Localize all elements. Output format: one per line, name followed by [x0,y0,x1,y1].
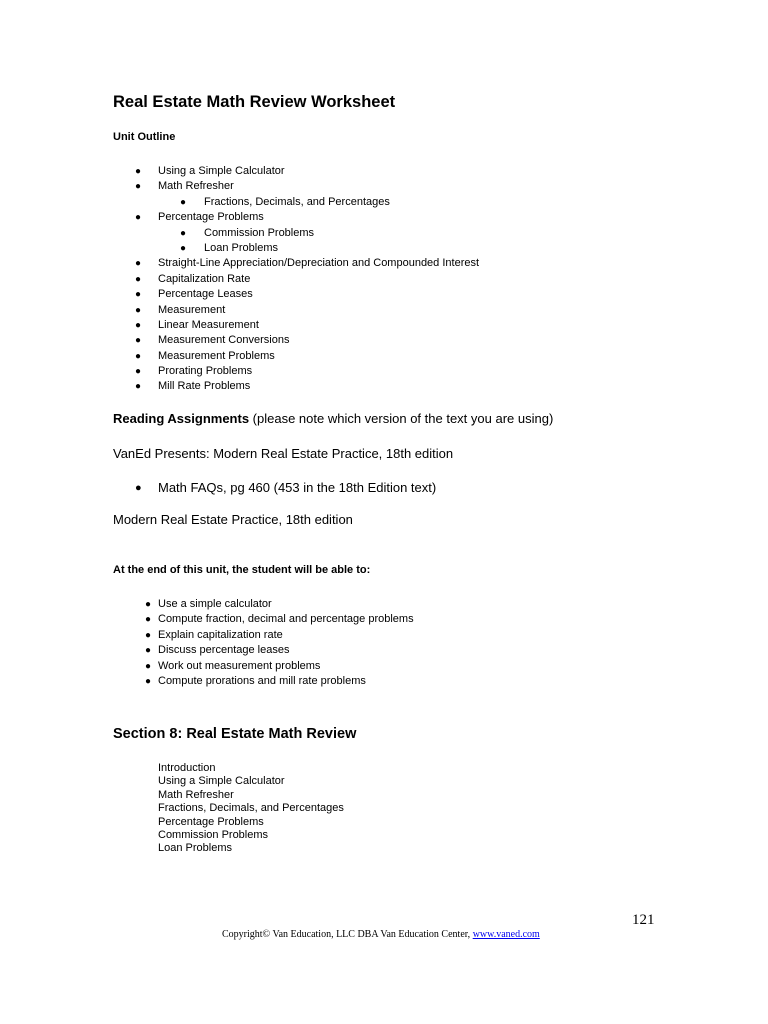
bullet-icon: ● [135,289,142,301]
section-item: Fractions, Decimals, and Percentages [158,802,344,815]
bullet-icon: ● [145,629,152,641]
list-item-text: Percentage Leases [158,288,253,301]
list-item-text: Work out measurement problems [158,659,321,672]
bullet-icon: ● [145,599,152,610]
section-item: Math Refresher [158,788,234,801]
section-item: Using a Simple Calculator [158,775,285,788]
objective-item [0,612,768,627]
bullet-icon: ● [180,227,187,239]
section-contents-list [158,762,344,856]
list-item-text: Percentage Problems [158,211,264,224]
reading-assignments-heading [113,411,553,426]
list-item-text: Using a Simple Calculator [158,165,285,177]
bullet-icon: ● [135,273,142,285]
list-item-text: Compute fraction, decimal and percentage problems [158,613,414,626]
section-title: Section 8: Real Estate Math Review [113,726,357,742]
bullet-icon: ● [135,335,142,347]
reading-source-1: VanEd Presents: Modern Real Estate Practice, 18th edition [113,446,454,461]
bullet-icon: ● [145,660,152,672]
list-item-text: Measurement Problems [158,349,275,362]
outline-item [0,272,768,287]
bullet-icon: ● [135,166,142,177]
bullet-icon: ● [145,614,152,626]
outline-item [0,210,768,225]
outline-item [0,195,768,210]
list-item-text: Capitalization Rate [158,272,251,285]
objective-item [0,643,768,658]
list-item-text: Math Refresher [158,180,234,193]
list-item-text: Use a simple calculator [158,598,272,610]
copyright-text: Copyright© Van Education, LLC DBA Van Education Center, [222,929,473,940]
outline-item [0,164,768,179]
outline-item [0,349,768,364]
list-item-text: Commission Problems [204,226,315,239]
bullet-icon: ● [135,366,142,378]
page-title: Real Estate Math Review Worksheet [113,93,396,111]
list-item-text: Math FAQs, pg 460 (453 in the 18th Edition text) [158,480,437,495]
section-item: Loan Problems [158,842,232,855]
bullet-icon: ● [135,181,142,193]
unit-outline-heading: Unit Outline [113,131,176,143]
list-item-text: Mill Rate Problems [158,380,251,393]
bullet-icon: ● [145,675,152,687]
objective-item [0,674,768,689]
outline-item [0,318,768,333]
list-item-text: Linear Measurement [158,318,259,331]
list-item-text: Loan Problems [204,241,278,254]
outline-item [0,303,768,318]
outline-item [0,333,768,348]
bullet-icon: ● [135,304,142,316]
reading-heading-bold: Reading Assignments [113,411,250,426]
list-item-text: Measurement Conversions [158,334,290,347]
copyright-footer [222,929,540,940]
outline-item [0,179,768,194]
objective-item [0,659,768,674]
page-number: 121 [632,912,655,928]
bullet-icon: ● [135,482,142,494]
unit-outline-list [0,164,768,395]
reading-heading-note: (please note which version of the text you are using) [249,411,554,426]
bullet-icon: ● [135,212,142,224]
section-item: Commission Problems [158,828,269,841]
objectives-heading: At the end of this unit, the student will be able to: [113,564,371,576]
section-item: Introduction [158,762,216,774]
bullet-icon: ● [180,196,187,208]
list-item-text: Compute prorations and mill rate problems [158,674,366,687]
reading-list [0,480,768,496]
outline-item [0,226,768,241]
reading-item [0,480,768,496]
bullet-icon: ● [135,319,142,331]
list-item-text: Discuss percentage leases [158,644,290,657]
outline-item [0,256,768,271]
list-item-text: Prorating Problems [158,365,253,378]
list-item-text: Measurement [158,303,226,316]
bullet-icon: ● [180,242,187,254]
objectives-list [0,597,768,689]
objective-item [0,628,768,643]
outline-item [0,287,768,302]
bullet-icon: ● [145,645,152,657]
outline-item [0,379,768,394]
reading-source-2: Modern Real Estate Practice, 18th edition [113,512,353,527]
vaned-link[interactable]: www.vaned.com [472,929,540,940]
list-item-text: Explain capitalization rate [158,628,283,641]
bullet-icon: ● [135,258,142,270]
objective-item [0,597,768,612]
outline-item [0,364,768,379]
bullet-icon: ● [135,350,142,362]
bullet-icon: ● [135,381,142,393]
list-item-text: Straight-Line Appreciation/Depreciation and Compounded Interest [158,257,480,270]
outline-item [0,241,768,256]
list-item-text: Fractions, Decimals, and Percentages [204,195,390,208]
section-item: Percentage Problems [158,815,264,828]
